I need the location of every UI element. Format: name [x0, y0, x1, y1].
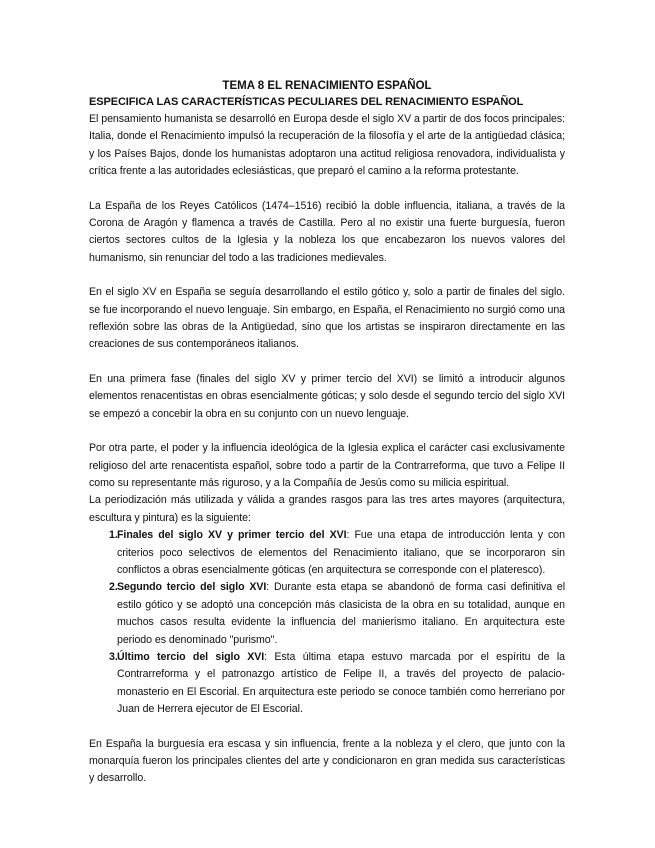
list-item	[89, 649, 565, 719]
paragraph-humanismo: El pensamiento humanista se desarrolló en Europa desde el siglo XV a partir de dos focos principales: Italia, donde el Renacimiento impulsó la recuperación de la filosofía y el arte de la antigüedad clásica; y los Países Bajos, donde los humanistas adoptaron una actitud religiosa renovadora, individualista y crítica frente a las autoridades eclesiásticas, que preparó el camino a la reforma protestante.	[89, 113, 565, 178]
page-title: TEMA 8 EL RENACIMIENTO ESPAÑOL	[222, 80, 432, 92]
list-item-text: : Fue una etapa de introducción lenta y con criterios poco selectivos de elementos del Renacimiento italiano, que se incorporaron sin conflictos a obras esencialmente góticas (en arquitectura se corresponde con el plateresco).	[117, 529, 565, 576]
list-item-heading: Segundo tercio del siglo XVI	[117, 581, 267, 594]
section-subtitle: ESPECIFICA LAS CARACTERÍSTICAS PECULIARES DEL RENACIMIENTO ESPAÑOL	[89, 96, 524, 108]
paragraph-siglo-xv: En el siglo XV en España se seguía desarrollando el estilo gótico y, solo a partir de finales del siglo. se fue incorporando el nuevo lenguaje. Sin embargo, en España, el Renacimiento no surgió como una reflexión sobre las obras de la Antigüedad, sino que los artistas se inspiraron directamente en las creaciones de sus contemporáneos italianos.	[89, 286, 565, 351]
paragraph-reyes-catolicos: La España de los Reyes Católicos (1474–1516) recibió la doble influencia, italiana, a través de la Corona de Aragón y flamenca a través de Castilla. Pero al no existir una fuerte burguesía, fueron ciertos sectores cultos de la Iglesia y la nobleza los que encabezaron los nuevos valores del humanismo, sin renunciar del todo a las tradiciones medievales.	[89, 199, 565, 264]
list-item-text: : Esta última etapa estuvo marcada por el espíritu de la Contrarreforma y el patronazgo artístico de Felipe II, a través del proyecto de palacio-monasterio en El Escorial. En arquitectura este periodo se conoce también como herreriano por Juan de Herrera ejecutor de El Escorial.	[117, 650, 565, 716]
paragraph-periodizacion: La periodización más utilizada y válida a grandes rasgos para las tres artes mayores (arquitectura, escultura y pintura) es la siguiente:	[89, 494, 565, 524]
list-item	[89, 579, 565, 649]
paragraph-iglesia: Por otra parte, el poder y la influencia ideológica de la Iglesia explica el carácter casi exclusivamente religioso del arte renacentista español, sobre todo a partir de la Contrarreforma, que tuvo a Felipe II como su representante más riguroso, y a la Compañía de Jesús como su milicia espiritual.	[89, 442, 565, 489]
paragraph-primera-fase: En una primera fase (finales del siglo XV y primer tercio del XVI) se limitó a introducir algunos elementos renacentistas en obras esencialmente góticas; y solo desde el segundo tercio del siglo XVI se empezó a concebir la obra en su conjunto con un nuevo lenguaje.	[89, 372, 565, 420]
paragraph-conclusion: En España la burguesía era escasa y sin influencia, frente a la nobleza y el clero, que junto con la monarquía fueron los principales clientes del arte y condicionaron en gran medida sus características y desarrollo.	[89, 737, 565, 785]
list-item	[89, 527, 565, 579]
list-item-number: 3.	[109, 650, 118, 663]
list-item-number: 2.	[109, 581, 118, 594]
period-list	[89, 527, 565, 718]
list-item-number: 1.	[109, 529, 118, 542]
list-item-text: : Durante esta etapa se abandonó de forma casi definitiva el estilo gótico y se adoptó una concepción más clasicista de la obra en su totalidad, aunque en muchos casos resulta evidente la influencia del manierismo italiano. En arquitectura este periodo es denominado "purismo".	[117, 581, 565, 646]
document-page	[89, 78, 565, 788]
list-item-heading: Último tercio del siglo XVI	[117, 650, 265, 663]
list-item-heading: Finales del siglo XV y primer tercio del XVI	[117, 529, 347, 542]
